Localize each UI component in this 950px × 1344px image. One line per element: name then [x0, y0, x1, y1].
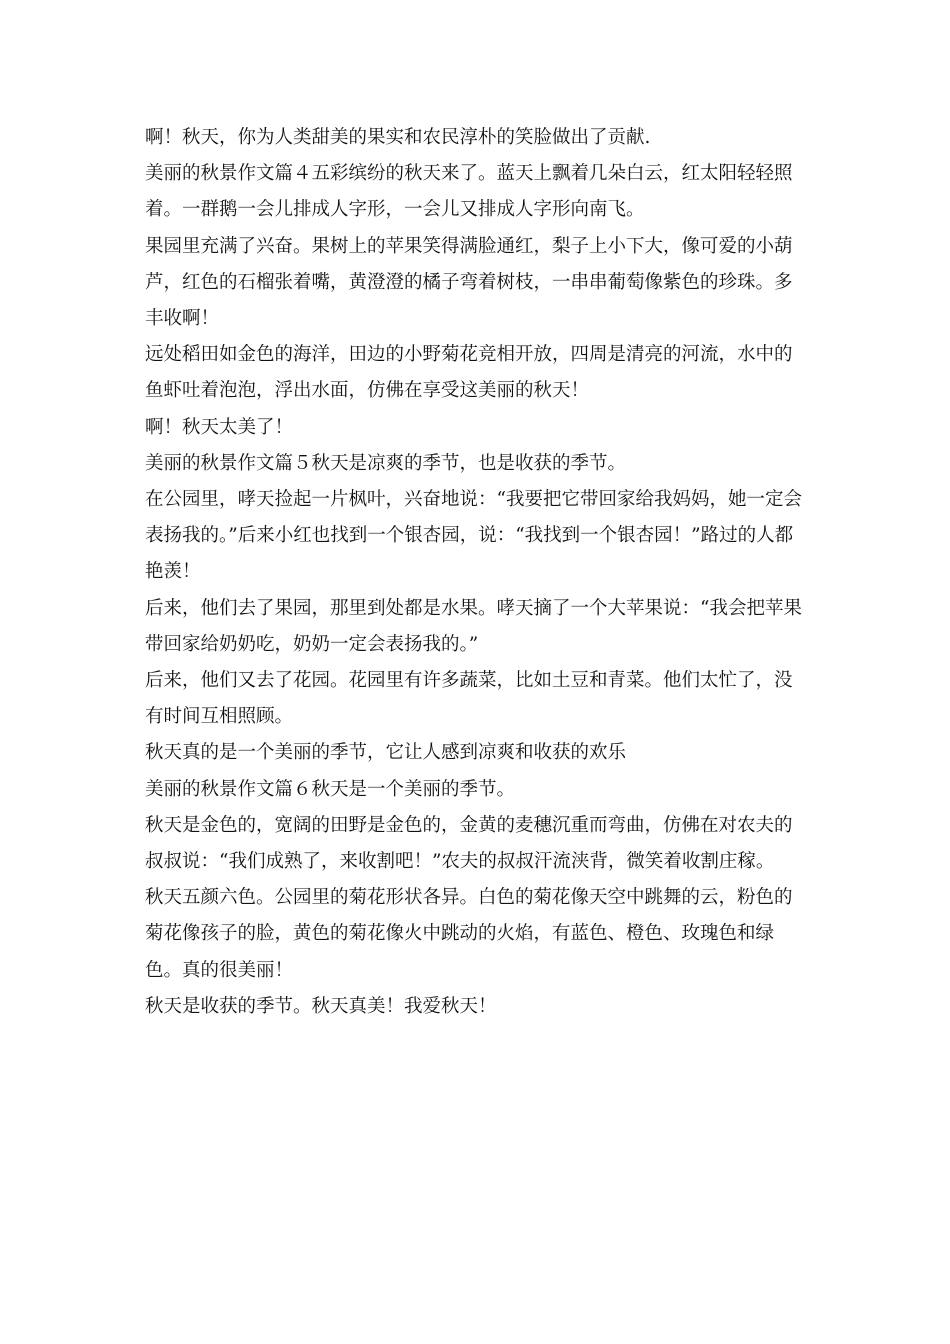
- paragraph: 秋天真的是一个美丽的季节，它让人感到凉爽和收获的欢乐: [145, 742, 627, 764]
- paragraph: 美丽的秋景作文篇５秋天是凉爽的季节，也是收获的季节。: [145, 452, 627, 474]
- paragraph: 后来，他们去了果园，那里到处都是水果。哮天摘了一个大苹果说：“我会把苹果带回家给奶奶吃，奶奶一定会表扬我的。”: [145, 597, 802, 655]
- paragraph: 美丽的秋景作文篇６秋天是一个美丽的季节。: [145, 778, 516, 800]
- paragraph: 啊！秋天太美了！: [145, 416, 294, 438]
- paragraph: 在公园里，哮天捡起一片枫叶，兴奋地说：“我要把它带回家给我妈妈，她一定会表扬我的。”后来小红也找到一个银杏园，说：“我找到一个银杏园！”路过的人都艳羡！: [145, 489, 802, 583]
- paragraph: 秋天是收获的季节。秋天真美！我爱秋天！: [145, 995, 497, 1017]
- paragraph: 果园里充满了兴奋。果树上的苹果笑得满脸通红，梨子上小下大，像可爱的小葫芦，红色的石榴张着嘴，黄澄澄的橘子弯着树枝，一串串葡萄像紫色的珍珠。多丰收啊！: [145, 235, 793, 330]
- paragraph: 啊！秋天，你为人类甜美的果实和农民淳朴的笑脸做出了贡献.: [145, 127, 651, 148]
- paragraph: 秋天五颜六色。公园里的菊花形状各异。白色的菊花像天空中跳舞的云，粉色的菊花像孩子的脸，黄色的菊花像火中跳动的火焰，有蓝色、橙色、玫瑰色和绿色。真的很美丽！: [145, 887, 793, 981]
- paragraph: 后来，他们又去了花园。花园里有许多蔬菜，比如土豆和青菜。他们太忙了，没有时间互相照顾。: [145, 670, 793, 728]
- paragraph: 远处稻田如金色的海洋，田边的小野菊花竞相开放，四周是清亮的河流，水中的鱼虾吐着泡泡，浮出水面，仿佛在享受这美丽的秋天！: [145, 344, 793, 402]
- paragraph: 秋天是金色的，宽阔的田野是金色的，金黄的麦穗沉重而弯曲，仿佛在对农夫的叔叔说：“我们成熟了，来收割吧！”农夫的叔叔汗流浃背，微笑着收割庄稼。: [145, 814, 793, 873]
- paragraph: 美丽的秋景作文篇４五彩缤纷的秋天来了。蓝天上飘着几朵白云，红太阳轻轻照着。一群鹅一会儿排成人字形，一会儿又排成人字形向南飞。: [145, 163, 793, 221]
- document-body: [145, 120, 810, 1025]
